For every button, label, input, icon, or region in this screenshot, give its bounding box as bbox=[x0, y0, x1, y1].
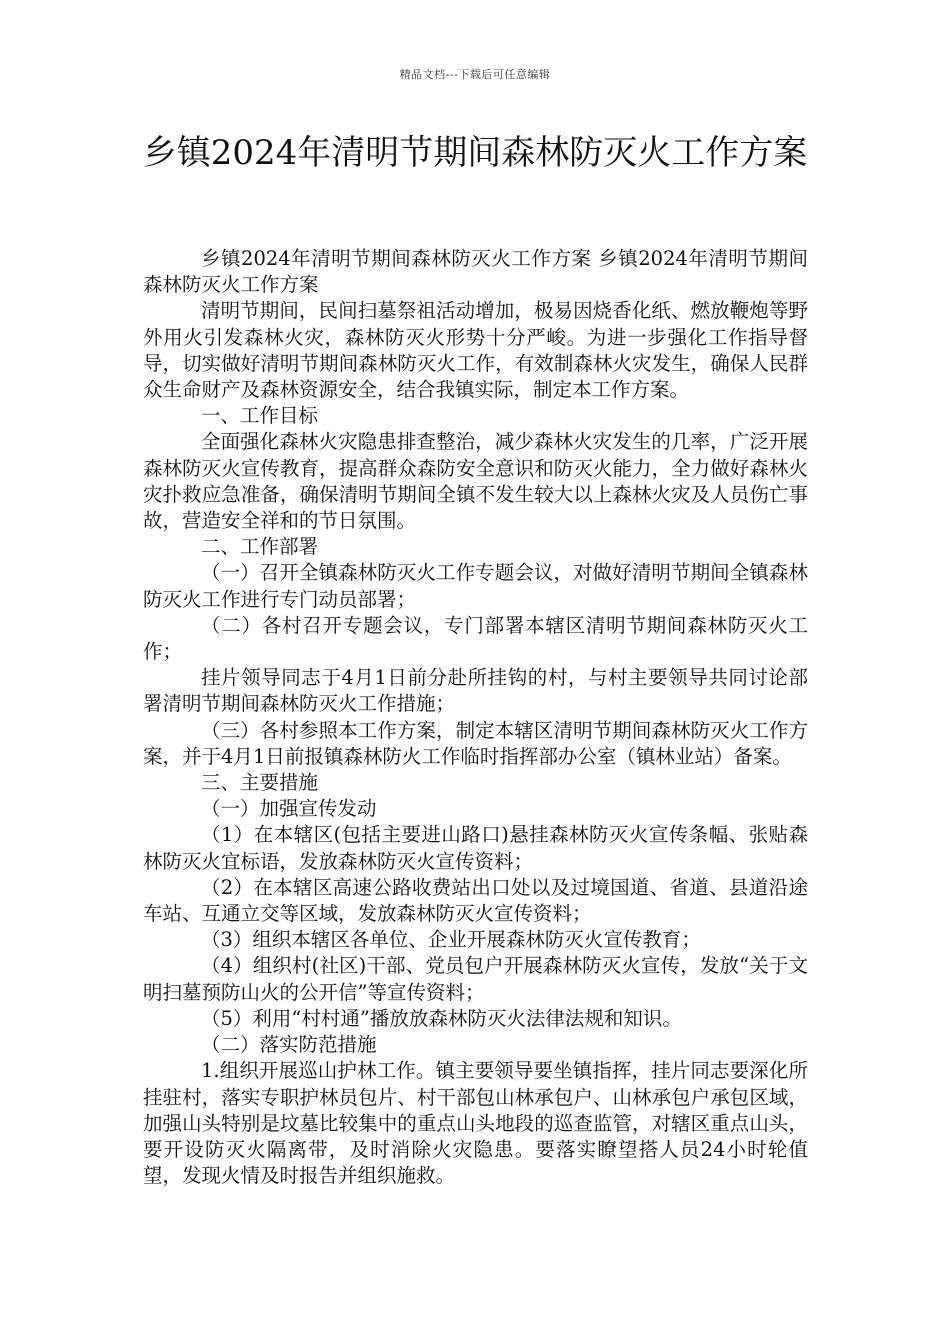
section-heading-measures: 三、主要措施 bbox=[201, 771, 319, 795]
list-item-publicity-4: （4）组织村(社区)干部、党员包户开展森林防灭火宣传，发放“关于文明扫墓预防山火的公开信”等宣传资料； bbox=[143, 954, 808, 1004]
document-body bbox=[143, 246, 808, 1189]
list-item-publicity-1: （1）在本辖区(包括主要进山路口)悬挂森林防灭火宣传条幅、张贴森林防灭火宜标语，发放森林防灭火宣传资料； bbox=[143, 823, 808, 873]
paragraph-deployment-1: （一）召开全镇森林防灭火工作专题会议，对做好清明节期间全镇森林防灭火工作进行专门动员部署； bbox=[143, 561, 808, 611]
paragraph-deployment-leaders: 挂片领导同志于4月1日前分赴所挂钩的村，与村主要领导共同讨论部署清明节期间森林防灭火工作措施； bbox=[143, 666, 808, 716]
paragraph-title-repeat: 乡镇2024年清明节期间森林防灭火工作方案 乡镇2024年清明节期间森林防灭火工作方案 bbox=[143, 247, 808, 297]
subheading-publicity: （一）加强宣传发动 bbox=[201, 797, 377, 821]
section-heading-goals: 一、工作目标 bbox=[201, 404, 319, 428]
paragraph-intro: 清明节期间，民间扫墓祭祖活动增加，极易因烧香化纸、燃放鞭炮等野外用火引发森林火灾，森林防灭火形势十分严峻。为进一步强化工作指导督导，切实做好清明节期间森林防灭火工作，有效制森林火灾发生，确保人民群众生命财产及森林资源安全，结合我镇实际，制定本工作方案。 bbox=[143, 299, 808, 402]
list-item-publicity-2: （2）在本辖区高速公路收费站出口处以及过境国道、省道、县道沿途车站、互通立交等区域，发放森林防灭火宣传资料； bbox=[143, 875, 808, 926]
paragraph-deployment-2: （二）各村召开专题会议，专门部署本辖区清明节期间森林防灭火工作； bbox=[143, 613, 808, 664]
list-item-publicity-3: （3）组织本辖区各单位、企业开展森林防灭火宣传教育； bbox=[201, 928, 701, 952]
paragraph-goals: 全面强化森林火灾隐患排查整治，减少森林火灾发生的几率，广泛开展森林防灭火宣传教育，提高群众森防安全意识和防灭火能力，全力做好森林火灾扑救应急准备，确保清明节期间全镇不发生较大以上森林火灾及人员伤亡事故，营造安全祥和的节日氛围。 bbox=[143, 430, 808, 533]
page-header-note: 精品文档---下载后可任意编辑 bbox=[399, 68, 551, 81]
subheading-prevention: （二）落实防范措施 bbox=[201, 1033, 377, 1057]
list-item-publicity-5: （5）利用“村村通”播放放森林防灭火法律法规和知识。 bbox=[201, 1006, 682, 1030]
section-heading-deployment: 二、工作部署 bbox=[201, 535, 319, 559]
paragraph-deployment-3: （三）各村参照本工作方案，制定本辖区清明节期间森林防灭火工作方案，并于4月1日前报镇森林防火工作临时指挥部办公室（镇林业站）备案。 bbox=[143, 718, 808, 768]
document-title: 乡镇2024年清明节期间森林防灭火工作方案 bbox=[142, 133, 808, 173]
paragraph-patrol: 1.组织开展巡山护林工作。镇主要领导要坐镇指挥，挂片同志要深化所挂驻村，落实专职护林员包片、村干部包山林承包户、山林承包户承包区域，加强山头特别是坟墓比较集中的重点山头地段的巡查监管，对辖区重点山头，要开设防灭火隔离带，及时消除火灾隐患。要落实瞭望搭人员24小时轮值望，发现火情及时报告并组织施救。 bbox=[143, 1059, 808, 1188]
